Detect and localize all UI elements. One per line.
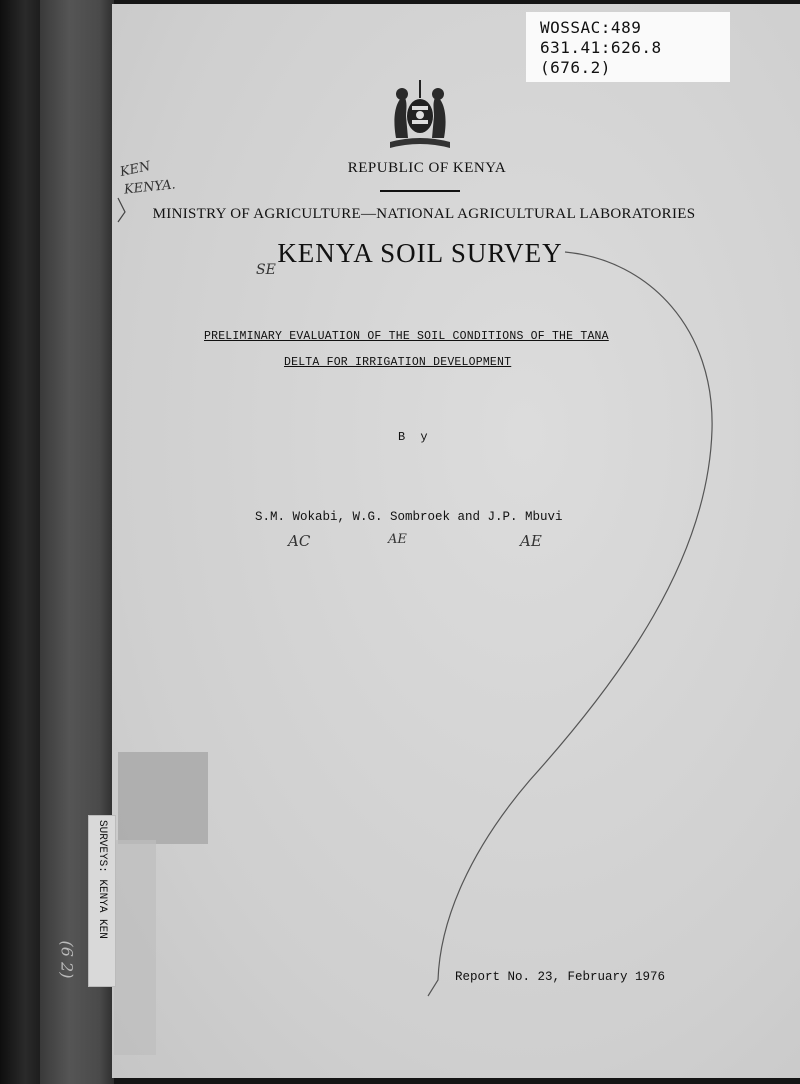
survey-title: KENYA SOIL SURVEY — [277, 238, 563, 268]
handwritten-spine-number: (6 2) — [57, 940, 77, 979]
handwritten-initials-1: AC — [288, 532, 311, 550]
report-title-line-2: DELTA FOR IRRIGATION DEVELOPMENT — [284, 356, 512, 369]
stamp-line-2: 631.41:626.8 — [540, 38, 662, 57]
report-title-line-1: PRELIMINARY EVALUATION OF THE SOIL CONDITIONS OF THE TANA — [204, 330, 609, 343]
authors: S.M. Wokabi, W.G. Sombroek and J.P. Mbuvi — [255, 510, 563, 524]
report-number: Report No. 23, February 1976 — [455, 970, 666, 984]
republic-heading: REPUBLIC OF KENYA — [347, 160, 507, 176]
handwritten-initials-2: AE — [388, 532, 407, 547]
ministry-heading: MINISTRY OF AGRICULTURE—NATIONAL AGRICULTURAL LABORATORIES — [152, 206, 696, 222]
handwritten-note-1: KEN — [118, 158, 152, 181]
handwritten-note-2: KENYA. — [123, 177, 177, 198]
handwritten-initials-3: AE — [520, 532, 542, 550]
stamp-line-1: WOSSAC:489 — [540, 18, 642, 37]
byline: B y — [398, 430, 432, 444]
handwritten-se: SE — [256, 262, 276, 278]
spine-label-text: SURVEYS: KENYA KEN — [96, 820, 108, 939]
stamp-line-3: (676.2) — [540, 58, 611, 77]
